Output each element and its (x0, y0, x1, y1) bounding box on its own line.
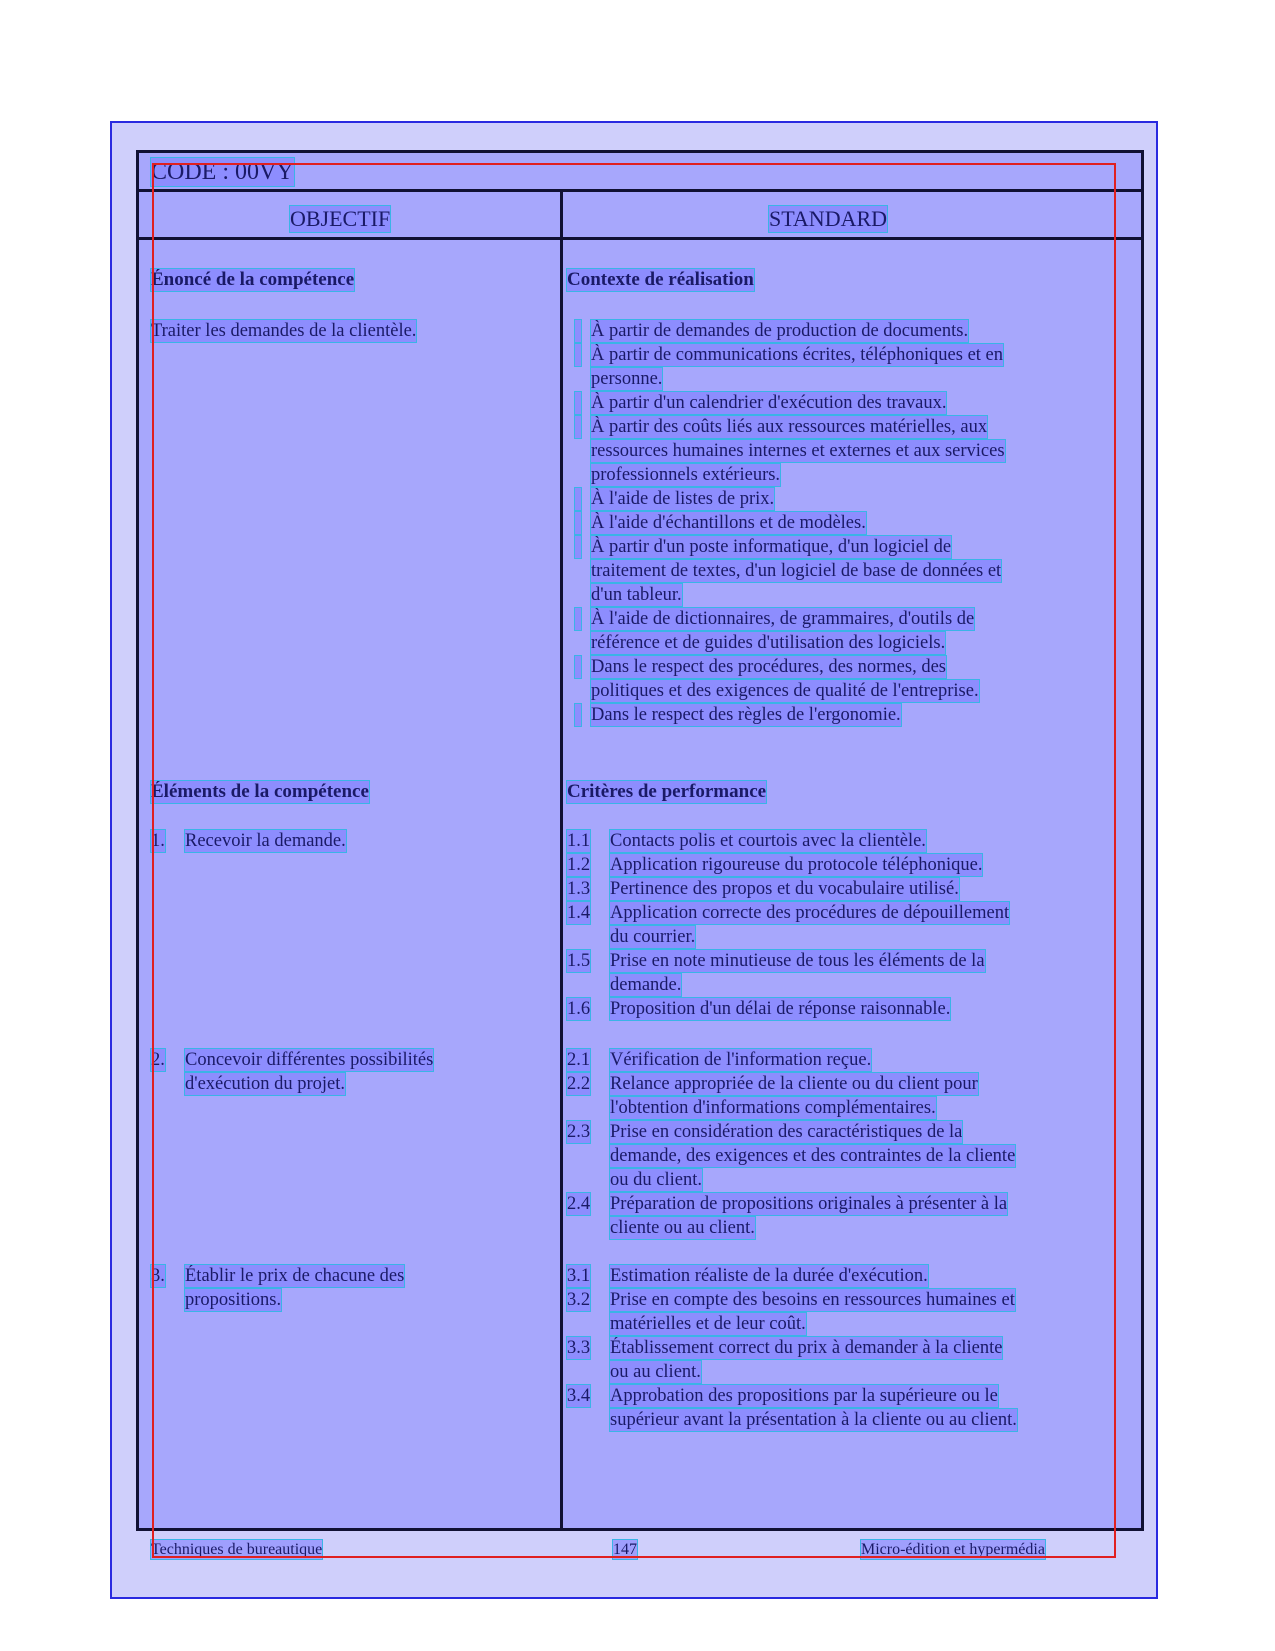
critere-line: matérielles et de leur coût. (610, 1314, 806, 1334)
element-number: 2. (151, 1050, 165, 1070)
contexte-line: À partir d'un poste informatique, d'un logiciel de (591, 537, 952, 557)
code-label: CODE : 00VY (151, 159, 294, 185)
critere-number: 2.3 (567, 1122, 591, 1142)
critere-line: Préparation de propositions originales à présenter à la (610, 1194, 1008, 1214)
critere-line: Approbation des propositions par la supérieure ou le (610, 1386, 998, 1406)
bullet-marker (575, 656, 581, 678)
contexte-line: À l'aide de dictionnaires, de grammaires, d'outils de (591, 609, 975, 629)
contexte-line: ressources humaines internes et externes et aux services (591, 441, 1005, 461)
footer-left: Techniques de bureautique (151, 1541, 323, 1558)
contexte-line: référence et de guides d'utilisation des logiciels. (591, 633, 946, 653)
bullet-marker (575, 344, 581, 366)
critere-line: Prise en considération des caractéristiques de la (610, 1122, 963, 1142)
critere-number: 3.3 (567, 1338, 591, 1358)
critere-number: 1.6 (567, 999, 591, 1019)
element-line: Concevoir différentes possibilités (185, 1050, 434, 1070)
contexte-line: À partir de demandes de production de documents. (591, 321, 969, 341)
contexte-line: Dans le respect des règles de l'ergonomie. (591, 705, 901, 725)
critere-number: 3.4 (567, 1386, 591, 1406)
critere-number: 1.2 (567, 855, 591, 875)
bullet-marker (575, 392, 581, 414)
critere-line: Vérification de l'information reçue. (610, 1050, 872, 1070)
enonce-text: Traiter les demandes de la clientèle. (151, 321, 417, 341)
critere-line: demande. (610, 975, 682, 995)
bullet-marker (575, 416, 581, 438)
contexte-line: Dans le respect des procédures, des normes, des (591, 657, 946, 677)
objectif-header: OBJECTIF (290, 206, 391, 231)
standard-header: STANDARD (769, 206, 888, 231)
critere-line: Estimation réaliste de la durée d'exécution. (610, 1266, 928, 1286)
critere-line: Contacts polis et courtois avec la clientèle. (610, 831, 926, 851)
contexte-line: traitement de textes, d'un logiciel de base de données et (591, 561, 1002, 581)
critere-line: Application correcte des procédures de dépouillement (610, 903, 1010, 923)
critere-number: 2.4 (567, 1194, 591, 1214)
critere-number: 1.4 (567, 903, 591, 923)
critere-line: ou au client. (610, 1362, 701, 1382)
header-row-divider (136, 237, 1144, 240)
critere-line: Prise en note minutieuse de tous les éléments de la (610, 951, 985, 971)
code-row-divider (136, 189, 1144, 192)
critere-line: Relance appropriée de la cliente ou du client pour (610, 1074, 978, 1094)
bullet-marker (575, 704, 581, 726)
contexte-line: personne. (591, 369, 663, 389)
critere-line: Prise en compte des besoins en ressources humaines et (610, 1290, 1015, 1310)
element-line: propositions. (185, 1290, 282, 1310)
critere-line: Pertinence des propos et du vocabulaire utilisé. (610, 879, 959, 899)
bullet-marker (575, 512, 581, 534)
element-number: 1. (151, 831, 165, 851)
critere-number: 2.2 (567, 1074, 591, 1094)
enonce-heading: Énoncé de la compétence (151, 269, 355, 290)
critere-line: cliente ou au client. (610, 1218, 755, 1238)
element-number: 3. (151, 1266, 165, 1286)
contexte-line: À partir des coûts liés aux ressources matérielles, aux (591, 417, 988, 437)
contexte-line: professionnels extérieurs. (591, 465, 781, 485)
footer-right: Micro-édition et hypermédia (861, 1541, 1045, 1558)
elements-heading: Éléments de la compétence (151, 781, 369, 802)
critere-number: 1.5 (567, 951, 591, 971)
element-line: Recevoir la demande. (185, 831, 346, 851)
element-line: d'exécution du projet. (185, 1074, 346, 1094)
column-divider (560, 191, 563, 1531)
contexte-heading: Contexte de réalisation (567, 269, 754, 290)
critere-line: Proposition d'un délai de réponse raisonnable. (610, 999, 951, 1019)
bullet-marker (575, 536, 581, 558)
bullet-marker (575, 488, 581, 510)
contexte-line: À partir d'un calendrier d'exécution des travaux. (591, 393, 947, 413)
critere-line: demande, des exigences et des contraintes de la cliente (610, 1146, 1016, 1166)
contexte-line: politiques et des exigences de qualité de l'entreprise. (591, 681, 979, 701)
critere-number: 1.3 (567, 879, 591, 899)
footer-page-number: 147 (613, 1541, 637, 1558)
contexte-line: À l'aide de listes de prix. (591, 489, 775, 509)
criteres-heading: Critères de performance (567, 781, 767, 802)
critere-line: l'obtention d'informations complémentaires. (610, 1098, 936, 1118)
critere-number: 3.1 (567, 1266, 591, 1286)
critere-line: supérieur avant la présentation à la cliente ou au client. (610, 1410, 1017, 1430)
critere-line: Établissement correct du prix à demander à la cliente (610, 1338, 1003, 1358)
contexte-line: d'un tableur. (591, 585, 682, 605)
contexte-line: À l'aide d'échantillons et de modèles. (591, 513, 866, 533)
critere-line: du courrier. (610, 927, 696, 947)
critere-line: ou du client. (610, 1170, 702, 1190)
contexte-line: À partir de communications écrites, téléphoniques et en (591, 345, 1004, 365)
critere-number: 2.1 (567, 1050, 591, 1070)
critere-number: 1.1 (567, 831, 591, 851)
bullet-marker (575, 608, 581, 630)
critere-line: Application rigoureuse du protocole téléphonique. (610, 855, 983, 875)
element-line: Établir le prix de chacune des (185, 1266, 405, 1286)
critere-number: 3.2 (567, 1290, 591, 1310)
bullet-marker (575, 320, 581, 342)
